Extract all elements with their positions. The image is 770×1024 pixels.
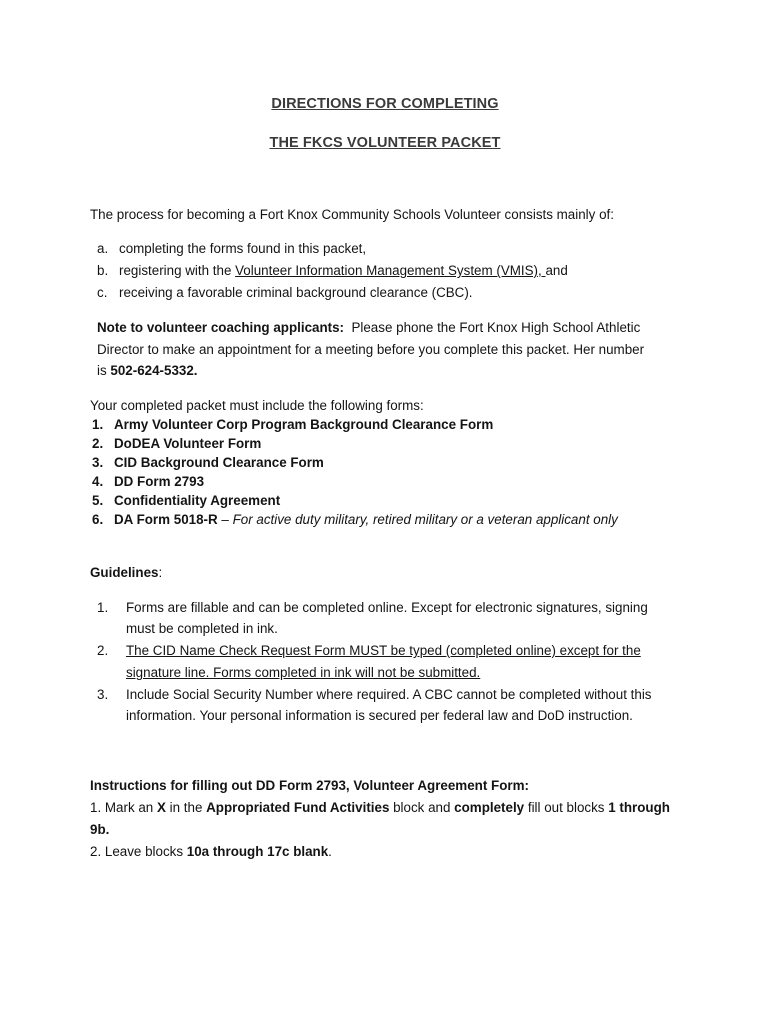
guidelines-heading-colon: : bbox=[158, 565, 163, 580]
list-marker: 2. bbox=[97, 643, 109, 658]
guidelines-heading bbox=[90, 563, 162, 583]
coaching-note-line-2: Director to make an appointment for a meeting before you complete this packet. Her number bbox=[97, 342, 645, 357]
instruction-text: 1. Mark an bbox=[90, 800, 157, 815]
list-marker: 2. bbox=[92, 436, 104, 451]
guideline-item-2-line-2: signature line. Forms completed in ink will not be submitted. bbox=[126, 665, 481, 680]
instruction-step-1-continued: 9b. bbox=[90, 822, 110, 837]
form-name: CID Background Clearance Form bbox=[114, 455, 324, 470]
guideline-text: Forms are fillable and can be completed online. Except for electronic signatures, signing bbox=[126, 600, 648, 615]
instruction-emphasis: 10a through 17c blank bbox=[186, 844, 329, 859]
list-marker: 5. bbox=[92, 493, 104, 508]
intro-item-b bbox=[97, 261, 568, 281]
list-item-text: and bbox=[545, 263, 568, 278]
form-name: DA Form 5018-R bbox=[114, 512, 218, 527]
coaching-note-line-3 bbox=[97, 361, 198, 381]
list-marker: 3. bbox=[97, 687, 109, 702]
coaching-note-line-1 bbox=[97, 318, 640, 338]
form-eligibility-note: For active duty military, retired military or a veteran applicant only bbox=[232, 512, 618, 527]
dash: – bbox=[217, 512, 233, 527]
guideline-item-3-line-2: information. Your personal information is secured per federal law and DoD instruction. bbox=[126, 708, 633, 723]
forms-intro: Your completed packet must include the following forms: bbox=[90, 398, 424, 413]
list-marker: 1. bbox=[92, 417, 104, 432]
instruction-text: in the bbox=[165, 800, 207, 815]
guideline-item-1-line-2: must be completed in ink. bbox=[126, 621, 278, 636]
instruction-text: . bbox=[328, 844, 332, 859]
form-item bbox=[92, 453, 324, 473]
coaching-note-label: Note to volunteer coaching applicants: bbox=[97, 320, 345, 335]
vmis-link[interactable]: Volunteer Information Management System (VMIS), bbox=[235, 263, 546, 278]
guideline-item-3-line-1 bbox=[97, 685, 651, 705]
instruction-emphasis: X bbox=[156, 800, 166, 815]
intro-item-a bbox=[97, 239, 366, 259]
list-marker: 6. bbox=[92, 512, 104, 527]
form-item bbox=[92, 491, 280, 511]
title-line-1: DIRECTIONS FOR COMPLETING bbox=[271, 96, 499, 112]
form-name: DD Form 2793 bbox=[114, 474, 205, 489]
intro-paragraph: The process for becoming a Fort Knox Community Schools Volunteer consists mainly of: bbox=[90, 207, 614, 222]
list-item-text: completing the forms found in this packet, bbox=[119, 241, 367, 256]
guideline-item-2-line-1 bbox=[97, 641, 641, 661]
list-marker: a. bbox=[97, 241, 109, 256]
instruction-emphasis: completely bbox=[454, 800, 525, 815]
intro-item-c bbox=[97, 283, 473, 303]
instruction-emphasis: Appropriated Fund Activities bbox=[206, 800, 390, 815]
instruction-text: 2. Leave blocks bbox=[90, 844, 187, 859]
list-marker: 4. bbox=[92, 474, 104, 489]
list-item-text: receiving a favorable criminal background clearance (CBC). bbox=[119, 285, 473, 300]
guidelines-heading-text: Guidelines bbox=[90, 565, 159, 580]
title-line-2: THE FKCS VOLUNTEER PACKET bbox=[269, 135, 501, 151]
form-name: DoDEA Volunteer Form bbox=[114, 436, 262, 451]
list-marker: c. bbox=[97, 285, 108, 300]
instruction-text: fill out blocks bbox=[524, 800, 609, 815]
coaching-note-text: Please phone the Fort Knox High School Athletic bbox=[344, 320, 641, 335]
instruction-text: block and bbox=[389, 800, 455, 815]
coaching-note-text: is bbox=[97, 363, 111, 378]
list-item-text: registering with the bbox=[119, 263, 236, 278]
form-name: Army Volunteer Corp Program Background Clearance Form bbox=[114, 417, 494, 432]
form-item bbox=[92, 434, 261, 454]
guideline-item-1-line-1 bbox=[97, 598, 648, 618]
instruction-step-1 bbox=[90, 798, 670, 818]
list-marker: 1. bbox=[97, 600, 109, 615]
form-item bbox=[92, 472, 204, 492]
instruction-step-2 bbox=[90, 842, 332, 862]
list-marker: b. bbox=[97, 263, 109, 278]
list-marker: 3. bbox=[92, 455, 104, 470]
guideline-text: The CID Name Check Request Form MUST be typed (completed online) except for the bbox=[126, 643, 641, 658]
form-name: Confidentiality Agreement bbox=[114, 493, 281, 508]
form-item bbox=[92, 510, 618, 530]
instructions-heading: Instructions for filling out DD Form 2793, Volunteer Agreement Form: bbox=[90, 778, 529, 793]
form-item bbox=[92, 415, 493, 435]
athletic-director-phone: 502-624-5332. bbox=[110, 363, 198, 378]
instruction-emphasis: 1 through bbox=[608, 800, 670, 815]
guideline-text: Include Social Security Number where required. A CBC cannot be completed without this bbox=[126, 687, 652, 702]
